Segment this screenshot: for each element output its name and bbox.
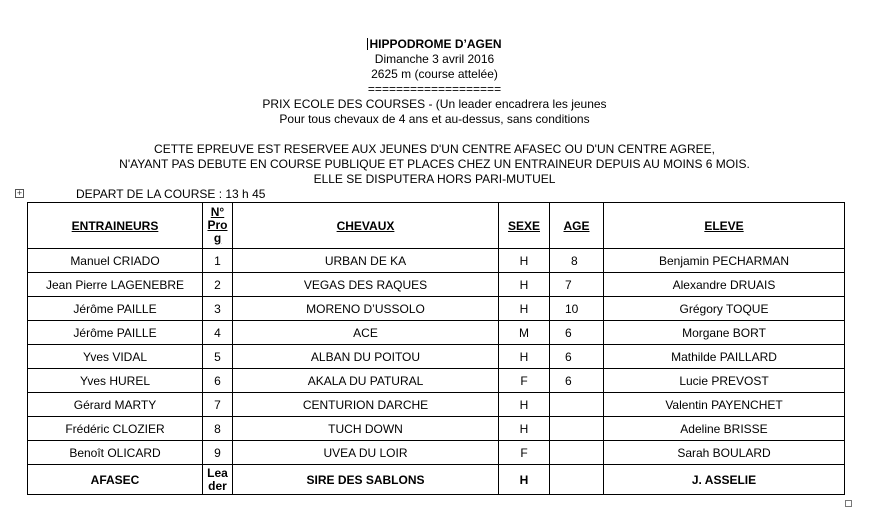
document-title[interactable]: HIPPODROME D’AGEN — [369, 37, 502, 51]
table-move-handle-icon[interactable]: + — [16, 188, 23, 198]
table-header-row — [28, 203, 845, 249]
cell-entraineur[interactable]: AFASEC — [28, 465, 203, 495]
cell-cheval[interactable]: UVEA DU LOIR — [233, 441, 499, 465]
cell-eleve[interactable]: Grégory TOQUE — [604, 297, 845, 321]
cell-entraineur[interactable]: Yves HUREL — [28, 369, 203, 393]
cell-entraineur[interactable]: Benoît OLICARD — [28, 441, 203, 465]
cell-age[interactable]: 6 — [550, 369, 604, 393]
cell-sexe[interactable]: H — [499, 345, 550, 369]
cell-prog[interactable]: 2 — [203, 273, 233, 297]
table-row — [28, 249, 845, 273]
cell-eleve[interactable]: Morgane BORT — [604, 321, 845, 345]
cell-prog[interactable]: 6 — [203, 369, 233, 393]
header-sexe: SEXE — [499, 203, 550, 249]
race-distance: 2625 m (course attelée) — [371, 67, 498, 81]
cell-entraineur[interactable]: Manuel CRIADO — [28, 249, 203, 273]
header-age: AGE — [550, 203, 604, 249]
cell-prog[interactable]: 7 — [203, 393, 233, 417]
cell-age[interactable] — [550, 441, 604, 465]
race-conditions: Pour tous chevaux de 4 ans et au-dessus, sans conditions — [279, 112, 590, 126]
cell-prog[interactable]: 3 — [203, 297, 233, 321]
cell-sexe[interactable]: F — [499, 369, 550, 393]
cell-cheval[interactable]: VEGAS DES RAQUES — [233, 273, 499, 297]
depart-time: DEPART DE LA COURSE : 13 h 45 — [76, 187, 266, 201]
cell-eleve[interactable]: Adeline BRISSE — [604, 417, 845, 441]
cell-age[interactable]: 10 — [550, 297, 604, 321]
cell-age[interactable] — [550, 417, 604, 441]
cell-entraineur[interactable]: Yves VIDAL — [28, 345, 203, 369]
table-row — [28, 345, 845, 369]
race-name: PRIX ECOLE DES COURSES - (Un leader encadrera les jeunes — [262, 97, 607, 111]
cell-age[interactable]: 6 — [550, 321, 604, 345]
cell-eleve[interactable]: Valentin PAYENCHET — [604, 393, 845, 417]
runners-table — [27, 202, 845, 495]
cell-cheval[interactable]: AKALA DU PATURAL — [233, 369, 499, 393]
cell-entraineur[interactable]: Jérôme PAILLE — [28, 321, 203, 345]
table-row — [28, 417, 845, 441]
table-row — [28, 321, 845, 345]
cell-sexe[interactable]: M — [499, 321, 550, 345]
cell-prog[interactable]: 9 — [203, 441, 233, 465]
header-entraineurs: ENTRAINEURS — [28, 203, 203, 249]
cell-eleve[interactable]: Alexandre DRUAIS — [604, 273, 845, 297]
notice-line-1: CETTE EPREUVE EST RESERVEE AUX JEUNES D'UN CENTRE AFASEC OU D'UN CENTRE AGREE, — [154, 142, 715, 156]
cell-entraineur[interactable]: Gérard MARTY — [28, 393, 203, 417]
header-prog: N° Pro g — [203, 203, 233, 249]
table-row — [28, 393, 845, 417]
cell-sexe[interactable]: H — [499, 297, 550, 321]
cell-cheval[interactable]: ALBAN DU POITOU — [233, 345, 499, 369]
leader-row — [28, 465, 845, 495]
table-row — [28, 273, 845, 297]
cell-prog[interactable]: 5 — [203, 345, 233, 369]
table-resize-handle-icon[interactable] — [845, 500, 852, 507]
cell-eleve[interactable]: Lucie PREVOST — [604, 369, 845, 393]
cell-cheval[interactable]: MORENO D’USSOLO — [233, 297, 499, 321]
cell-entraineur[interactable]: Jean Pierre LAGENEBRE — [28, 273, 203, 297]
cell-age[interactable]: 7 — [550, 273, 604, 297]
cell-sexe[interactable]: H — [499, 465, 550, 495]
table-row — [28, 369, 845, 393]
cell-eleve[interactable]: Sarah BOULARD — [604, 441, 845, 465]
cell-age[interactable]: 6 — [550, 345, 604, 369]
cell-age[interactable] — [550, 465, 604, 495]
cell-prog[interactable]: Lea der — [203, 465, 233, 495]
cell-prog[interactable]: 4 — [203, 321, 233, 345]
cell-cheval[interactable]: CENTURION DARCHE — [233, 393, 499, 417]
cell-sexe[interactable]: H — [499, 249, 550, 273]
notice-line-3: ELLE SE DISPUTERA HORS PARI-MUTUEL — [313, 172, 556, 186]
cell-age[interactable] — [550, 393, 604, 417]
cell-sexe[interactable]: H — [499, 393, 550, 417]
header-chevaux: CHEVAUX — [233, 203, 499, 249]
cell-entraineur[interactable]: Jérôme PAILLE — [28, 297, 203, 321]
cell-sexe[interactable]: F — [499, 441, 550, 465]
cell-sexe[interactable]: H — [499, 417, 550, 441]
cell-prog[interactable]: 1 — [203, 249, 233, 273]
notice-line-2: N'AYANT PAS DEBUTE EN COURSE PUBLIQUE ET PLACES CHEZ UN ENTRAINEUR DEPUIS AU MOINS 6 MOIS. — [119, 157, 750, 171]
race-date: Dimanche 3 avril 2016 — [374, 52, 495, 66]
cell-eleve[interactable]: Benjamin PECHARMAN — [604, 249, 845, 273]
table-row — [28, 441, 845, 465]
cell-cheval[interactable]: URBAN DE KA — [233, 249, 499, 273]
cell-cheval[interactable]: SIRE DES SABLONS — [233, 465, 499, 495]
table-row — [28, 297, 845, 321]
separator-line: =================== — [367, 82, 502, 96]
cell-cheval[interactable]: TUCH DOWN — [233, 417, 499, 441]
cell-cheval[interactable]: ACE — [233, 321, 499, 345]
cell-age[interactable]: 8 — [550, 249, 604, 273]
cell-eleve[interactable]: Mathilde PAILLARD — [604, 345, 845, 369]
cell-prog[interactable]: 8 — [203, 417, 233, 441]
cell-sexe[interactable]: H — [499, 273, 550, 297]
cell-entraineur[interactable]: Frédéric CLOZIER — [28, 417, 203, 441]
header-eleve: ELEVE — [604, 203, 845, 249]
cell-eleve[interactable]: J. ASSELIE — [604, 465, 845, 495]
